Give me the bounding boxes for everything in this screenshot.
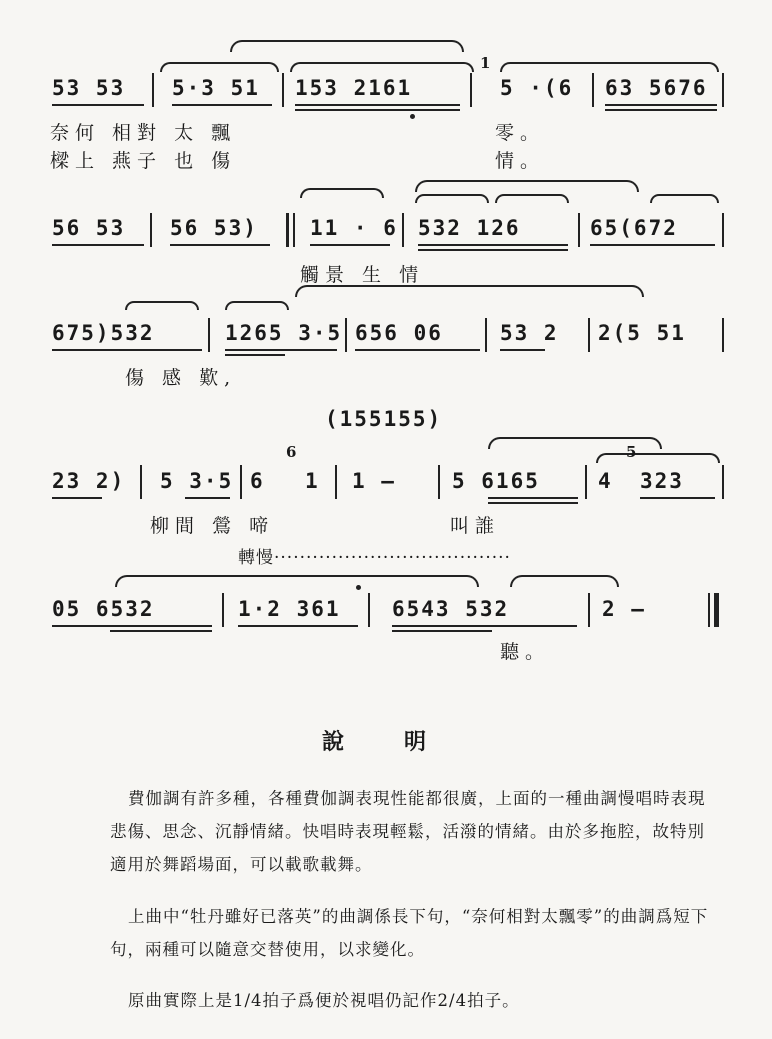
tempo-marking: 轉慢····································· [238,548,511,568]
beam [355,349,480,351]
beam [295,104,460,106]
slur [230,40,464,52]
beam [605,109,717,111]
measure: 532 126 [418,216,521,240]
barline [335,465,337,499]
measure: 11 · 6 [310,216,398,240]
slur [495,194,569,203]
measure: 675)532 [52,321,155,345]
beam [500,349,545,351]
barline [152,73,154,107]
barline [722,213,724,247]
beam [52,244,144,246]
beam [238,625,358,627]
lyrics-verse-2: 樑上 燕子 也 傷 [50,150,237,172]
measure: 153 2161 [295,76,413,100]
lyrics-verse-2-end: 情。 [495,150,546,172]
measure: 1265 3·5 [225,321,343,345]
measure: 1·2 361 [238,597,341,621]
score-line-4 [0,395,772,535]
measure: 53 53 [52,76,126,100]
slur [500,62,719,72]
beam [52,349,202,351]
barline [402,213,404,247]
parenthetical-notes: (155155) [325,407,443,431]
lyrics-verse-1-end: 零。 [495,122,546,144]
measure: 56 53) [170,216,258,240]
measure: 1 [305,469,320,493]
measure: 6 [250,469,265,493]
barline [470,73,472,107]
beam [295,109,460,111]
barline [140,465,142,499]
octave-dot [356,585,361,590]
barline [592,73,594,107]
slur [300,188,384,198]
beam [185,497,230,499]
beam [590,244,715,246]
repeat-barline [293,213,295,247]
barline [722,73,724,107]
beam [225,354,285,356]
score-line-1 [0,40,772,180]
slur [225,301,289,310]
paragraph: 費伽調有許多種，各種費伽調表現性能都很廣，上面的一種曲調慢唱時表現悲傷、思念、沉靜情緒。快唱時表現輕鬆，活潑的情緒。由於多拖腔，故特別適用於舞蹈場面，可以載歌載舞。 [110,789,706,874]
beam [488,497,578,499]
measure: 2(5 51 [598,321,686,345]
measure: 5 ·(6 [500,76,574,100]
beam [52,104,144,106]
barline [150,213,152,247]
slur [650,194,719,203]
barline [222,593,224,627]
barline [578,213,580,247]
beam [605,104,717,106]
beam [310,244,390,246]
barline [722,318,724,352]
measure: 53 2 [500,321,559,345]
beam [52,625,212,627]
barline [585,465,587,499]
lyrics: 觸景 生 情 [300,264,425,286]
octave-dot [410,114,415,119]
barline [722,465,724,499]
lyrics: 傷 感 歎, [125,367,237,389]
barline [368,593,370,627]
repeat-barline [286,213,289,247]
measure: 05 6532 [52,597,155,621]
paragraph: 原曲實際上是1/4拍子爲便於視唱仍記作2/4拍子。 [128,991,520,1010]
beam [52,497,102,499]
score-line-3 [0,285,772,400]
final-barline [714,593,719,627]
beam [418,249,568,251]
score-line-5 [0,565,772,675]
measure: 6543 532 [392,597,510,621]
measure: 5 6165 [452,469,540,493]
beam [640,497,715,499]
grace-note: 5 [626,443,637,461]
measure: 5 3·5 [160,469,234,493]
slur [415,180,639,192]
slur [115,575,479,587]
volta-marker: 1 [480,54,491,72]
barline [240,465,242,499]
measure: 65(672 [590,216,678,240]
beam [110,630,212,632]
final-barline [708,593,710,627]
barline [588,593,590,627]
beam [392,630,492,632]
paragraph: 上曲中“牡丹雖好已落英”的曲調係長下句，“奈何相對太飄零”的曲調爲短下句，兩種可以隨意交替使用，以求變化。 [110,907,709,959]
measure: 63 5676 [605,76,708,100]
lyrics-verse-1: 奈何 相對 太 飄 [50,122,237,144]
barline [208,318,210,352]
grace-note: 6 [286,443,297,461]
slur [290,62,474,72]
slur [160,62,279,72]
barline [438,465,440,499]
lyrics: 柳間 鶯 啼 [150,515,275,537]
measure: 1 — [352,469,396,493]
beam [392,625,577,627]
lyrics-end: 叫誰 [450,515,501,537]
beam [172,104,272,106]
slur [295,285,644,297]
beam [170,244,270,246]
slur [596,453,720,463]
barline [282,73,284,107]
measure: 5·3 51 [172,76,260,100]
slur [510,575,619,587]
measure: 323 [640,469,684,493]
slur [125,301,199,310]
beam [418,244,568,246]
barline [588,318,590,352]
barline [345,318,347,352]
beam [225,349,337,351]
lyrics-end: 聽。 [500,641,551,663]
measure: 656 06 [355,321,443,345]
barline [485,318,487,352]
measure: 4 [598,469,613,493]
beam [488,502,578,504]
slur [415,194,489,203]
score-line-2 [0,180,772,290]
measure: 23 2) [52,469,126,493]
measure: 2 — [602,597,646,621]
measure: 56 53 [52,216,126,240]
section-heading: 說明 [322,729,487,755]
